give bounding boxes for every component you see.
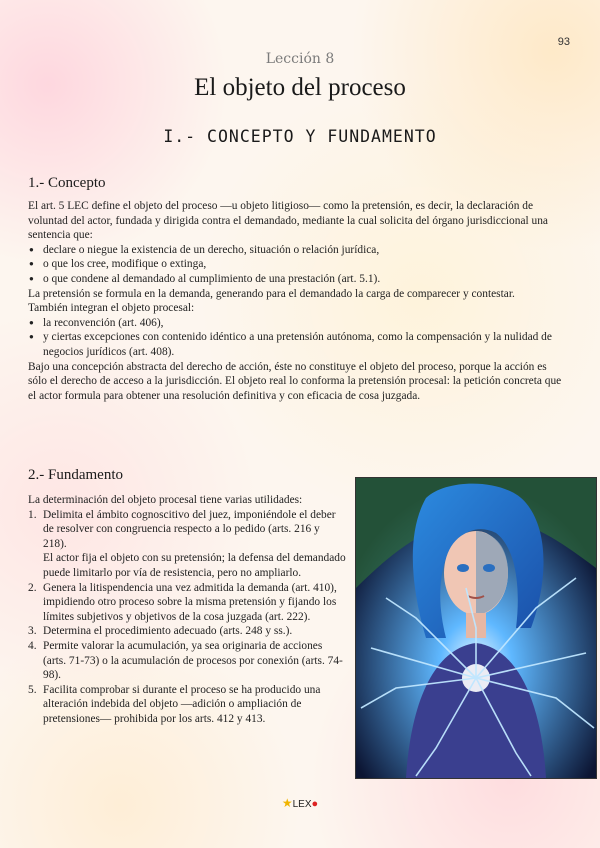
list-item: ● y ciertas excepciones con contenido idéntico a una pretensión autónoma, como la compensación y la nulidad de negocios jurídicos (art. 408). (28, 330, 568, 359)
blood-drop-icon: ● (311, 798, 319, 810)
footer-text: LEX (292, 799, 312, 810)
list-item: ● o que condene al demandado al cumplimiento de una prestación (art. 5.1). (28, 272, 568, 287)
concepto-intro: El art. 5 LEC define el objeto del proceso —u objeto litigioso— como la pretensión, es decir, la declaración de voluntad del actor, fundada y dirigida contra el demandado, mediante la cual solicita del órgano jurisdiccional una sentencia que: (28, 200, 548, 242)
star-icon: ★ (281, 796, 293, 810)
heading-concepto: 1.- Concepto (28, 175, 106, 191)
list-item: ● la reconvención (art. 406), (28, 316, 568, 331)
fundamento-intro: La determinación del objeto procesal tiene varias utilidades: (28, 494, 303, 506)
list-item (28, 581, 346, 625)
list-item: ● declare o niegue la existencia de un derecho, situación o relación jurídica, (28, 243, 568, 258)
fundamento-body (28, 493, 346, 727)
list-item (28, 508, 346, 581)
bullet-list-1 (28, 243, 568, 287)
list-item (28, 624, 346, 639)
concepto-body (28, 199, 568, 403)
illustration-art (356, 478, 596, 778)
item-number: 5. (28, 683, 37, 696)
section-title: I.- CONCEPTO Y FUNDAMENTO (163, 127, 437, 146)
item-text: Permite valorar la acumulación, ya sea originaria de acciones (arts. 71-73) o la acumulación de procesos por conexión (arts. 74-98). (43, 639, 343, 682)
item-number: 2. (28, 581, 37, 594)
concepto-para-3: También integran el objeto procesal: (28, 302, 195, 315)
concepto-para-2: La pretensión se formula en la demanda, generando para el demandado la carga de comparecer y contestar. (28, 287, 515, 300)
bullet-list-2 (28, 316, 568, 360)
list-item: ● o que los cree, modifique o extinga, (28, 257, 568, 272)
list-item (28, 639, 346, 683)
item-number: 1. (28, 508, 37, 521)
list-item (28, 683, 346, 727)
item-text: Facilita comprobar si durante el proceso se ha producido una alteración indebida del objeto —adición o ampliación de pretensiones— prohibida por los arts. 412 y 413. (43, 683, 321, 725)
concepto-para-4: Bajo una concepción abstracta del derecho de acción, éste no constituye el objeto del proceso, porque la acción es sólo el derecho de acceso a la jurisdicción. El objeto real lo conforma la pretensión procesal: la petición concreta que el actor formula para obtener una resolución definitiva y con eficacia de cosa juzgada. (28, 360, 562, 402)
illustration-image (355, 477, 597, 779)
footer-logo (0, 796, 600, 810)
heading-fundamento: 2.- Fundamento (28, 467, 123, 483)
item-number: 4. (28, 639, 37, 652)
page-number: 93 (557, 36, 570, 48)
item-text: Genera la litispendencia una vez admitida la demanda (art. 410), impidiendo otro proceso sobre la misma pretensión y fijando los límites subjetivos y objetivos de la cosa juzgada (art. 222). (43, 581, 337, 623)
numbered-list (28, 508, 346, 727)
lesson-label: Lección 8 (265, 51, 335, 67)
item-text: Delimita el ámbito cognoscitivo del juez, imponiéndole el deber de resolver con congruencia respecto a lo pedido (arts. 216 y 218). (43, 508, 336, 550)
page-title: El objeto del proceso (194, 74, 406, 101)
item-text: Determina el procedimiento adecuado (arts. 248 y ss.). (43, 625, 293, 638)
item-number: 3. (28, 625, 37, 638)
item-extra: El actor fija el objeto con su pretensión; la defensa del demandado puede limitarlo por vía de resistencia, pero no ampliarlo. (43, 552, 346, 579)
